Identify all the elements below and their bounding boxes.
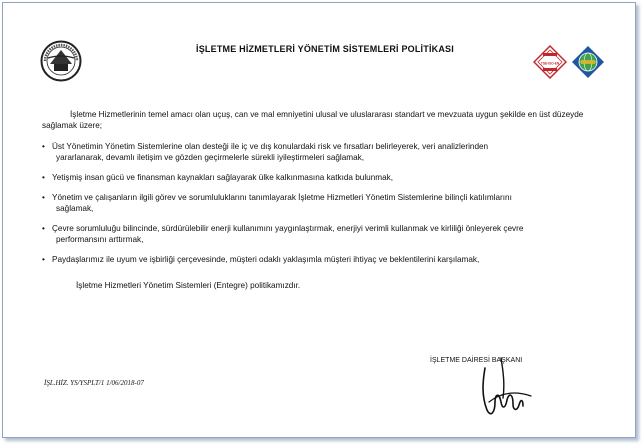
policy-item — [42, 141, 614, 163]
certification-badge-icon — [533, 45, 567, 79]
certification-badge-label: TSE-ISO-EN — [540, 61, 560, 66]
policy-intro: İşletme Hizmetlerinin temel amacı olan uçuş, can ve mal emniyetini ulusal ve uluslararası standart ve mevzuata uygun şekilde en üst düzeyde sağlamak üzere; — [42, 110, 584, 130]
policy-item-line: Yetişmiş insan gücü ve finansman kaynakları sağlayarak ülke kalkınmasına katkıda bulunmak, — [52, 173, 394, 182]
bullet: • — [42, 173, 45, 182]
policy-closing: İşletme Hizmetleri Yönetim Sistemleri (Entegre) politikamızdır. — [76, 281, 301, 290]
policy-list — [42, 141, 614, 265]
signatory-title: İŞLETME DAİRESİ BAŞKANI — [430, 357, 523, 364]
policy-item — [42, 172, 614, 183]
policy-item — [42, 192, 614, 214]
policy-item — [42, 223, 614, 245]
bullet: • — [42, 142, 45, 151]
document-code: İŞL.HİZ. YS/YSPLT/1 1/06/2018-07 — [44, 379, 144, 387]
policy-item-line: Yönetim ve çalışanların ilgili görev ve sorumluluklarını tanımlayarak İşletme Hizmetleri Yönetim Sistemlerine bilinçli katılımlarını — [52, 193, 512, 202]
document-title: İŞLETME HİZMETLERİ YÖNETİM SİSTEMLERİ POLİTİKASI — [196, 44, 454, 54]
policy-item-continuation: performansını arttırmak, — [56, 235, 144, 244]
policy-item — [42, 254, 614, 265]
policy-item-line: Çevre sorumluluğu bilincinde, sürdürülebilir enerji kullanımını yaygınlaştırmak, enerjiyi verimli kullanmak ve kirliliği önleyerek çevre — [52, 224, 524, 233]
policy-item-continuation: sağlamak, — [56, 204, 94, 213]
institution-seal-icon — [40, 40, 82, 82]
policy-item-line: Üst Yönetimin Yönetim Sistemlerine olan desteği ile iç ve dış konulardaki risk ve fırsatları belirleyerek, veri analizlerinden — [52, 142, 489, 151]
bullet: • — [42, 255, 45, 264]
policy-item-continuation: yararlanarak, devamlı iletişim ve gözden geçirmelerle sürekli iyileştirmeleri sağlamak, — [56, 153, 365, 162]
policy-body — [42, 109, 614, 274]
bullet: • — [42, 224, 45, 233]
policy-item-line: Paydaşlarımız ile uyum ve işbirliği çerçevesinde, müşteri odaklı yaklaşımla müşteri ihtiyaç ve beklentilerini karşılamak, — [52, 255, 480, 264]
bullet: • — [42, 193, 45, 202]
signature-icon — [455, 350, 545, 425]
globe-certification-icon — [571, 45, 605, 79]
